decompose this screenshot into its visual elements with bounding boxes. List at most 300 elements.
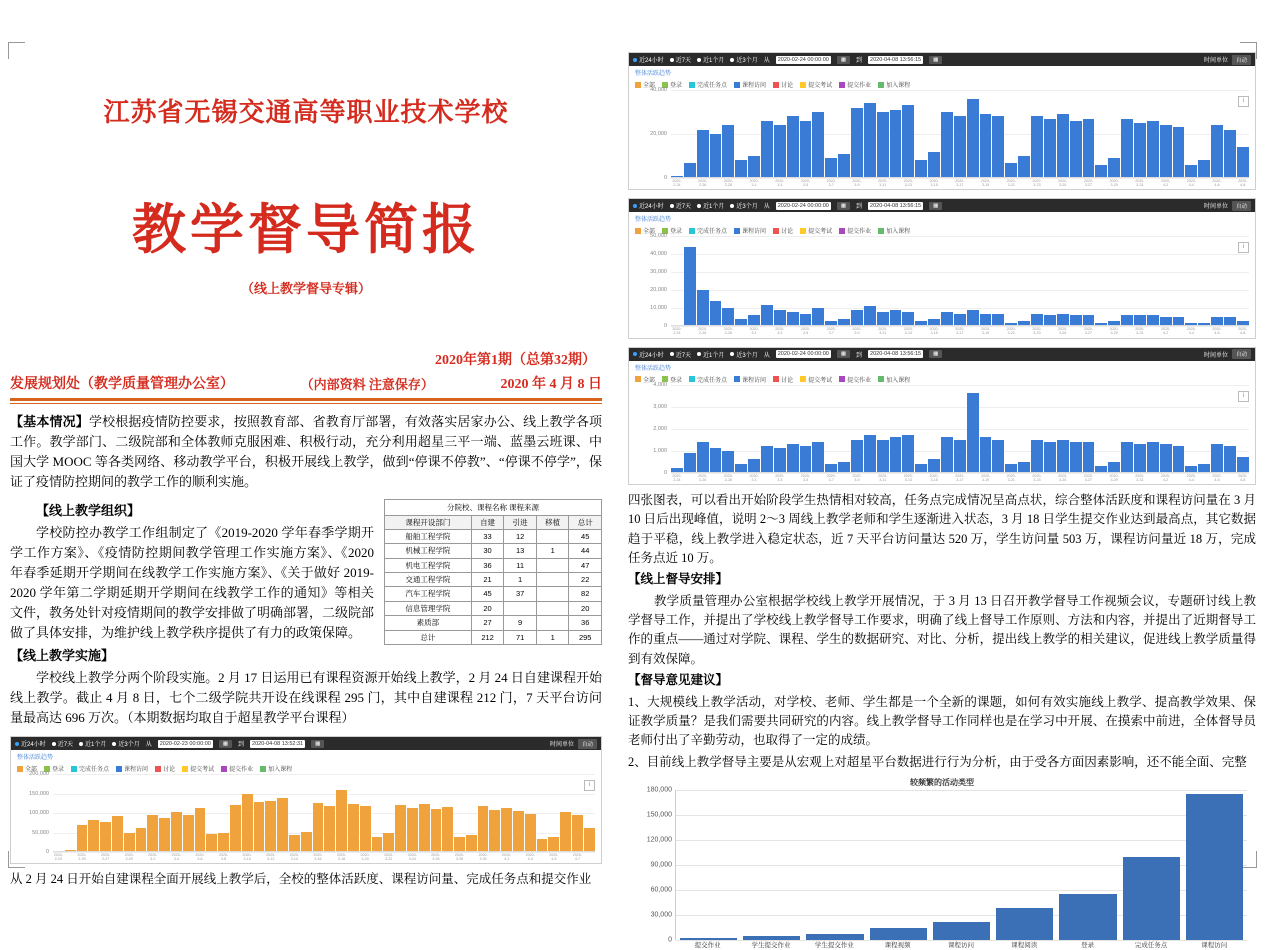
cc-x-tick-7: 完成任务点 [1134,942,1168,949]
x-axis [671,177,1249,178]
bar-30[interactable] [407,808,418,852]
bar-38[interactable] [1160,444,1172,473]
bar-26[interactable] [1005,163,1017,178]
gridline-0 [671,473,1249,474]
bar-18[interactable] [902,105,914,178]
x-tick-28: 2020-3-23 [1032,473,1042,482]
chart-legend[interactable] [11,761,601,774]
x-tick-28: 2020-3-23 [1032,179,1042,188]
chart-title: 整体活跃趋势 [17,755,54,762]
range-option-3[interactable]: 近3个月 [730,350,757,359]
bar-4[interactable] [722,451,734,473]
bar-4[interactable] [100,822,111,852]
bar-34[interactable] [454,837,465,852]
bar-4[interactable] [722,125,734,178]
bar-33[interactable] [442,807,453,852]
bar-22[interactable] [313,803,324,852]
bar-9[interactable] [787,444,799,473]
chart-toolbar[interactable] [11,737,601,750]
x-tick-14: 2020-3-9 [852,327,862,336]
table-cell: 21 [471,573,504,587]
bar-35[interactable] [1121,119,1133,178]
cc-bar-6[interactable] [1059,894,1116,940]
x-tick-32: 2020-3-27 [1083,179,1094,188]
x-tick-7 [761,327,773,335]
bar-32[interactable] [1083,119,1095,178]
from-date-input[interactable]: 2020-02-24 00:00:00 [777,202,829,209]
bar-10[interactable] [800,121,812,178]
bar-2[interactable] [697,442,709,473]
bar-28[interactable] [383,833,394,852]
y-tick-1: 10,000 [650,305,667,312]
chart-toolbar[interactable] [629,53,1255,66]
y-tick-2: 40,000 [650,87,667,93]
bar-16[interactable] [242,794,253,853]
bar-30[interactable] [1057,114,1069,178]
x-tick-29 [395,853,406,861]
range-option-3[interactable]: 近3个月 [112,739,139,748]
bar-25[interactable] [348,804,359,852]
x-tick-33 [1095,474,1107,482]
bar-37[interactable] [489,810,500,852]
bar-20[interactable] [928,152,940,178]
legend-item-1[interactable]: 登录 [44,764,64,773]
range-option-3[interactable]: 近3个月 [730,201,757,210]
unit-select[interactable]: 自动 [1232,349,1251,359]
bar-3[interactable] [710,134,722,178]
bar-42[interactable] [1211,444,1223,473]
bar-42[interactable] [548,837,559,853]
bar-34[interactable] [1108,158,1120,178]
cc-bar-2[interactable] [806,934,863,940]
x-tick-25 [992,179,1004,187]
legend-item-2[interactable]: 完成任务点 [71,764,109,773]
to-date-input[interactable]: 2020-04-08 13:56:15 [870,56,922,63]
chart-title: 整体活跃趋势 [635,217,672,224]
bar-29[interactable] [1044,119,1056,178]
x-tick-31 [419,853,430,861]
range-option-1[interactable]: 近7天 [52,739,73,748]
legend-item-5[interactable]: 提交考试 [182,764,214,773]
bar-41[interactable] [1198,160,1210,178]
legend-item-1[interactable]: 登录 [662,80,682,89]
x-tick-13 [838,327,850,335]
cc-bar-5[interactable] [996,908,1053,940]
from-label: 从 [763,204,770,211]
bar-2[interactable] [77,825,88,852]
bar-2[interactable] [697,130,709,178]
bar-27[interactable] [372,837,383,853]
x-tick-0: 2020-2-23 [53,853,63,862]
legend-item-6[interactable]: 提交作业 [221,764,253,773]
bar-45[interactable] [584,828,595,852]
bar-36[interactable] [1134,123,1146,178]
range-option-2[interactable]: 近1个月 [697,201,724,210]
bar-21[interactable] [941,312,953,326]
bar-25[interactable] [992,116,1004,178]
bar-9[interactable] [787,312,799,326]
bar-3[interactable] [88,820,99,852]
bar-23[interactable] [967,310,979,326]
bar-15[interactable] [864,435,876,472]
cc-gridline-0 [676,940,1247,941]
x-tick-15 [864,474,876,482]
bar-28[interactable] [1031,116,1043,178]
bar-13[interactable] [206,834,217,852]
bar-8[interactable] [774,125,786,178]
bar-12[interactable] [195,808,206,852]
bar-21[interactable] [941,112,953,178]
bar-42[interactable] [1211,125,1223,178]
x-tick-43 [560,853,571,861]
x-tick-3 [710,327,722,335]
from-date-input[interactable]: 2020-02-24 00:00:00 [777,351,829,357]
bar-31[interactable] [419,804,430,852]
bar-7[interactable] [761,305,773,327]
bar-23[interactable] [324,806,335,852]
from-calendar-icon[interactable]: ▦ [837,202,850,210]
x-tick-37 [1147,179,1159,187]
bar-25[interactable] [992,440,1004,473]
cc-bar-8[interactable] [1186,794,1243,940]
bar-44[interactable] [572,815,583,852]
legend-item-2[interactable]: 完成任务点 [689,226,727,235]
bar-11[interactable] [812,308,824,326]
bar-21[interactable] [301,832,312,852]
bar-12[interactable] [825,158,837,178]
course-table [384,515,602,645]
chart-toolbar[interactable] [629,199,1255,212]
bar-3[interactable] [710,448,722,472]
chart-legend[interactable] [629,77,1255,90]
bar-38[interactable] [501,808,512,852]
unit-select[interactable]: 自动 [1232,201,1251,211]
legend-item-3[interactable]: 课程访问 [734,226,766,235]
from-calendar-icon[interactable]: ▦ [837,56,850,64]
x-tick-21 [301,853,312,861]
range-option-3[interactable]: 近3个月 [730,55,757,64]
y-tick-4: 40,000 [650,251,667,258]
bar-6[interactable] [124,833,135,853]
x-tick-28: 2020-3-22 [384,853,394,862]
bar-38[interactable] [1160,125,1172,178]
bar-17[interactable] [254,802,265,852]
to-date-input[interactable]: 2020-04-08 13:56:15 [870,351,922,357]
legend-item-3[interactable]: 课程访问 [734,80,766,89]
legend-item-4[interactable]: 讨论 [773,375,793,384]
bar-41[interactable] [537,839,548,852]
x-tick-32: 2020-3-27 [1083,327,1094,336]
chart-legend[interactable] [629,223,1255,236]
bar-37[interactable] [1147,442,1159,473]
th-1: 自建 [471,515,504,529]
x-tick-30: 2020-3-25 [1058,473,1068,482]
from-calendar-icon[interactable]: ▦ [219,740,232,748]
bar-11[interactable] [183,815,194,852]
bar-31[interactable] [1070,121,1082,178]
bar-24[interactable] [980,114,992,178]
x-tick-2: 2020-2-26 [698,327,708,336]
range-option-0[interactable]: 近24小时 [15,739,46,748]
section-head-opinion: 【督导意见建议】 [628,673,729,688]
bar-6[interactable] [748,156,760,178]
from-date-input[interactable]: 2020-02-24 00:00:00 [777,56,829,63]
x-tick-43 [1224,179,1236,187]
th-2: 引进 [504,515,537,529]
chart-panel-1 [628,52,1256,190]
range-option-0[interactable]: 近24小时 [633,201,664,210]
to-date-input[interactable]: 2020-04-08 13:52:31 [252,740,304,747]
y-tick-4: 4,000 [653,381,667,388]
legend-item-3[interactable]: 课程访问 [116,764,148,773]
course-table-wrap [384,499,602,645]
bar-39[interactable] [1173,127,1185,178]
info-icon[interactable]: i [1238,96,1249,107]
bar-15[interactable] [230,805,241,852]
bar-15[interactable] [864,103,876,178]
legend-item-7[interactable]: 加入课程 [878,226,910,235]
cc-bar-7[interactable] [1123,857,1180,940]
cc-x-tick-8: 课程访问 [1201,942,1228,949]
bar-10[interactable] [171,812,182,853]
legend-item-1[interactable]: 登录 [662,226,682,235]
x-tick-5 [112,853,123,861]
bar-1[interactable] [684,163,696,178]
bar-29[interactable] [1044,442,1056,473]
right-body [628,491,1256,772]
bar-37[interactable] [1147,121,1159,178]
bar-31[interactable] [1070,442,1082,473]
legend-item-7[interactable]: 加入课程 [878,375,910,384]
legend-item-2[interactable]: 完成任务点 [689,80,727,89]
bar-14[interactable] [851,108,863,178]
legend-item-0[interactable]: 全部 [635,226,655,235]
to-calendar-icon[interactable]: ▦ [929,56,942,64]
x-tick-40: 2020-4-4 [1186,473,1196,482]
bar-35[interactable] [1121,442,1133,473]
bar-29[interactable] [395,805,406,852]
unit-select[interactable]: 自动 [578,739,597,749]
y-tick-1: 50,000 [32,829,49,836]
cc-bar-0[interactable] [680,938,737,941]
bar-18[interactable] [265,801,276,852]
x-tick-26: 2020-3-20 [360,853,370,862]
bar-19[interactable] [277,798,288,853]
legend-item-6[interactable]: 提交作业 [839,80,871,89]
y-tick-1: 20,000 [650,131,667,137]
y-tick-4: 200,000 [29,771,49,778]
x-tick-14: 2020-3-8 [218,853,229,862]
table-cell: 13 [504,544,537,558]
bar-20[interactable] [289,835,300,852]
range-option-2[interactable]: 近1个月 [697,55,724,64]
bar-35[interactable] [466,835,477,852]
x-tick-24: 2020-3-18 [336,853,347,862]
bar-40[interactable] [525,814,536,852]
bar-3[interactable] [710,301,722,326]
bar-1[interactable] [684,453,696,473]
legend-item-6[interactable]: 提交作业 [839,226,871,235]
bar-44[interactable] [1237,147,1249,178]
table-row [385,616,602,630]
to-calendar-icon[interactable]: ▦ [929,350,942,358]
legend-item-4[interactable]: 讨论 [155,764,175,773]
legend-item-3[interactable]: 课程访问 [734,375,766,384]
cc-bar-1[interactable] [743,936,800,940]
bar-43[interactable] [1224,130,1236,178]
bar-14[interactable] [218,833,229,853]
bar-16[interactable] [877,440,889,473]
bar-16[interactable] [877,312,889,326]
chart-toolbar[interactable] [629,348,1255,361]
bar-43[interactable] [1224,446,1236,472]
x-tick-21 [941,179,953,187]
x-tick-24: 2020-3-19 [980,473,991,482]
header-rule [10,398,602,401]
bar-17[interactable] [890,310,902,326]
legend-item-5[interactable]: 提交考试 [800,80,832,89]
bar-23[interactable] [967,99,979,178]
range-option-2[interactable]: 近1个月 [697,350,724,359]
to-calendar-icon[interactable]: ▦ [929,202,942,210]
bar-5[interactable] [735,160,747,178]
bar-32[interactable] [431,809,442,852]
bar-8[interactable] [774,448,786,472]
bar-7[interactable] [761,121,773,178]
bar-9[interactable] [159,818,170,852]
legend-item-5[interactable]: 提交考试 [800,226,832,235]
legend-item-1[interactable]: 登录 [662,375,682,384]
bar-2[interactable] [697,290,709,326]
legend-item-0[interactable]: 全部 [635,375,655,384]
x-tick-23 [967,179,979,187]
x-tick-16: 2020-3-11 [878,473,888,482]
bar-39[interactable] [513,811,524,852]
bar-24[interactable] [980,437,992,472]
legend-item-7[interactable]: 加入课程 [878,80,910,89]
x-tick-39 [1173,327,1185,335]
department-name: 发展规划处（教学质量管理办公室） [10,377,234,392]
from-calendar-icon[interactable]: ▦ [837,350,850,358]
gridline-0 [671,326,1249,327]
bar-28[interactable] [1031,440,1043,473]
bar-43[interactable] [560,812,571,853]
legend-item-2[interactable]: 完成任务点 [689,375,727,384]
bar-27[interactable] [1018,156,1030,178]
x-tick-32: 2020-3-26 [431,853,441,862]
bar-36[interactable] [1134,444,1146,473]
bar-18[interactable] [902,435,914,472]
to-date-input[interactable]: 2020-04-08 13:56:15 [870,202,922,209]
bar-26[interactable] [360,806,371,852]
bar-14[interactable] [851,310,863,326]
bar-22[interactable] [954,440,966,473]
x-tick-35 [1121,327,1133,335]
bar-22[interactable] [954,116,966,178]
bar-19[interactable] [915,160,927,178]
unit-select[interactable]: 自动 [1232,55,1251,65]
x-tick-30: 2020-3-24 [407,853,417,862]
bar-7[interactable] [136,828,147,852]
bar-23[interactable] [967,393,979,472]
bar-36[interactable] [478,806,489,852]
opinion-item-2: 2、目前线上教学督导主要是从宏观上对超星平台数据进行行为分析，由于受各方面因素影响，还不能全面、完整 [628,754,1247,769]
chart-legend[interactable] [629,372,1255,385]
from-date-input[interactable]: 2020-02-23 00:00:00 [159,740,211,747]
x-tick-6: 2020-3-1 [749,179,759,188]
cc-x-tick-5: 课程阅读 [1011,942,1038,949]
from-label: 从 [763,352,770,359]
range-option-0[interactable]: 近24小时 [633,55,664,64]
bar-24[interactable] [336,790,347,852]
legend-item-0[interactable]: 全部 [17,764,37,773]
bar-13[interactable] [838,154,850,178]
bar-32[interactable] [1083,442,1095,473]
legend-item-4[interactable]: 讨论 [773,226,793,235]
x-tick-12: 2020-3-7 [826,327,836,336]
cc-bar-3[interactable] [870,928,927,940]
legend-item-5[interactable]: 提交考试 [800,375,832,384]
bar-7[interactable] [761,446,773,472]
bar-10[interactable] [800,446,812,472]
x-tick-26: 2020-3-21 [1006,327,1016,336]
masthead [10,92,602,297]
bar-9[interactable] [787,116,799,178]
cc-x-tick-3: 课程视频 [884,942,911,949]
legend-item-4[interactable]: 讨论 [773,80,793,89]
th-3: 移植 [536,515,569,529]
bar-1[interactable] [684,247,696,326]
legend-item-6[interactable]: 提交作业 [839,375,871,384]
info-icon[interactable]: i [1238,242,1249,253]
cc-bar-4[interactable] [933,922,990,940]
bar-4[interactable] [722,308,734,326]
bar-30[interactable] [1057,440,1069,473]
legend-item-0[interactable]: 全部 [635,80,655,89]
range-option-1[interactable]: 近7天 [670,55,691,64]
bar-5[interactable] [112,816,123,852]
bar-21[interactable] [941,437,953,472]
range-option-0[interactable]: 近24小时 [633,350,664,359]
bar-11[interactable] [812,112,824,178]
bar-8[interactable] [147,815,158,852]
range-option-2[interactable]: 近1个月 [79,739,106,748]
legend-item-7[interactable]: 加入课程 [260,764,292,773]
cc-y-tick-0: 0 [668,936,672,944]
bar-11[interactable] [812,442,824,473]
bar-14[interactable] [851,440,863,473]
gridline-0 [671,178,1249,179]
bar-17[interactable] [890,110,902,178]
bar-15[interactable] [864,306,876,326]
range-option-1[interactable]: 近7天 [670,350,691,359]
bar-17[interactable] [890,437,902,472]
bar-18[interactable] [902,312,914,326]
range-option-1[interactable]: 近7天 [670,201,691,210]
x-tick-34: 2020-3-29 [1109,473,1119,482]
bar-16[interactable] [877,112,889,178]
y-tick-0: 0 [45,849,49,856]
page-title: 教学督导简报 [132,200,480,260]
info-icon[interactable]: i [1238,391,1249,402]
to-calendar-icon[interactable]: ▦ [311,740,324,748]
y-tick-3: 150,000 [29,790,49,797]
bar-8[interactable] [774,310,786,326]
bar-39[interactable] [1173,446,1185,472]
x-tick-11 [812,179,824,187]
info-icon[interactable]: i [584,780,595,791]
bar-44[interactable] [1237,457,1249,472]
